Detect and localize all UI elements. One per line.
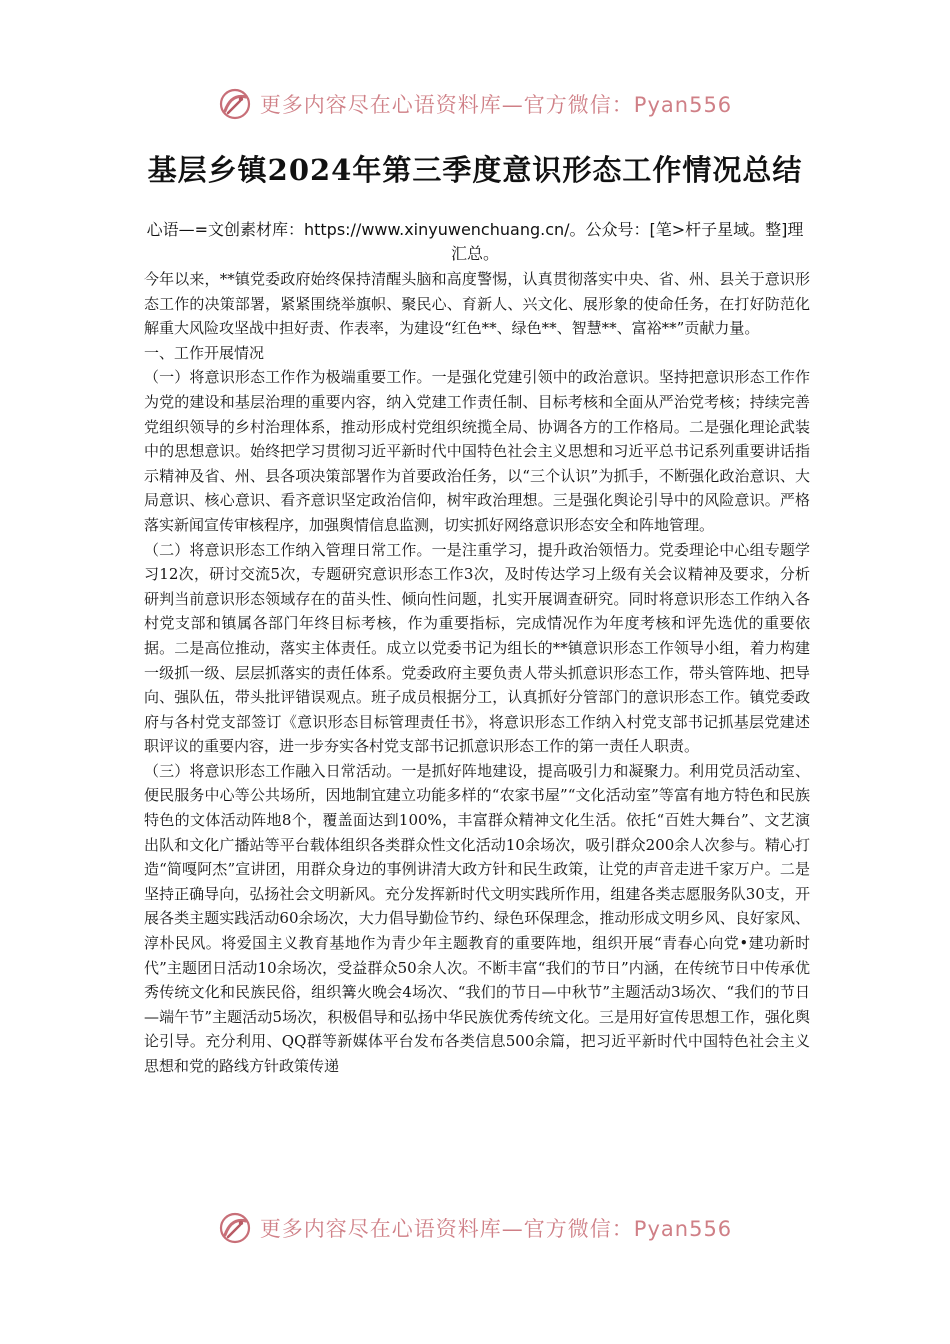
brand-logo-icon [218, 1211, 252, 1245]
document-body [144, 267, 810, 1079]
section-heading: 一、工作开展情况 [144, 343, 265, 362]
footer-watermark-text: 更多内容尽在心语资料库—官方微信：Pyan556 [259, 1217, 733, 1241]
source-note: 心语—=文创素材库：https://www.xinyuwenchuang.cn/。公众号：[笔>杆子星域。整]理汇总。 [146, 220, 804, 263]
body-paragraph: （二）将意识形态工作纳入管理日常工作。一是注重学习，提升政治领悟力。党委理论中心组专题学习12次，研讨交流5次，专题研究意识形态工作3次，及时传达学习上级有关会议精神及要求，分析研判当前意识形态领域存在的苗头性、倾向性问题，扎实开展调查研究。同时将意识形态工作纳入各村党支部和镇属各部门年终目标考核，作为重要指标，完成情况作为年度考核和评先选优的重要依据。二是高位推动，落实主体责任。成立以党委书记为组长的**镇意识形态工作领导小组，着力构建一级抓一级、层层抓落实的责任体系。党委政府主要负责人带头抓意识形态工作，带头管阵地、把导向、强队伍，带头批评错误观点。班子成员根据分工，认真抓好分管部门的意识形态工作。镇党委政府与各村党支部签订《意识形态目标管理责任书》，将意识形态工作纳入村党支部书记抓基层党建述职评议的重要内容，进一步夯实各村党支部书记抓意识形态工作的第一责任人职责。 [144, 540, 810, 756]
header-watermark-banner [0, 82, 950, 126]
footer-watermark-banner [0, 1206, 950, 1250]
intro-paragraph: 今年以来，**镇党委政府始终保持清醒头脑和高度警惕，认真贯彻落实中央、省、州、县关于意识形态工作的决策部署，紧紧围绕举旗帜、聚民心、育新人、兴文化、展形象的使命任务，在打好防范化解重大风险攻坚战中担好责、作表率，为建设“红色**、绿色**、智慧**、富裕**”贡献力量。 [144, 270, 810, 338]
body-paragraph: （三）将意识形态工作融入日常活动。一是抓好阵地建设，提高吸引力和凝聚力。利用党员活动室、便民服务中心等公共场所，因地制宜建立功能多样的“农家书屋”“文化活动室”等富有地方特色和民族特色的文体活动阵地8个，覆盖面达到100%，丰富群众精神文化生活。依托“百姓大舞台”、文艺演出队和文化广播站等平台载体组织各类群众性文化活动10余场次，吸引群众200余人次参与。精心打造“简嘎阿杰”宣讲团，用群众身边的事例讲清大政方针和民生政策，让党的声音走进千家万户。二是坚持正确导向，弘扬社会文明新风。充分发挥新时代文明实践所作用，组建各类志愿服务队30支，开展各类主题实践活动60余场次，大力倡导勤俭节约、绿色环保理念，推动形成文明乡风、良好家风、淳朴民风。将爱国主义教育基地作为青少年主题教育的重要阵地，组织开展“青春心向党•建功新时代”主题团日活动10余场次，受益群众50余人次。不断丰富“我们的节日”内涵，在传统节日中传承优秀传统文化和民族民俗，组织篝火晚会4场次、“我们的节日—中秋节”主题活动3场次、“我们的节日—端午节”主题活动5场次，积极倡导和弘扬中华民族优秀传统文化。三是用好宣传思想工作，强化舆论引导。充分利用、QQ群等新媒体平台发布各类信息500余篇，把习近平新时代中国特色社会主义思想和党的路线方针政策传递 [144, 761, 810, 1075]
document-title: 基层乡镇2024年第三季度意识形态工作情况总结 [147, 153, 803, 187]
body-paragraph: （一）将意识形态工作作为极端重要工作。一是强化党建引领中的政治意识。坚持把意识形态工作作为党的建设和基层治理的重要内容，纳入党建工作责任制、目标考核和全面从严治党考核；持续完善党组织领导的乡村治理体系，推动形成村党组织统揽全局、协调各方的工作格局。二是强化理论武装中的思想意识。始终把学习贯彻习近平新时代中国特色社会主义思想和习近平总书记系列重要讲话指示精神及省、州、县各项决策部署作为首要政治任务，以“三个认识”为抓手，不断强化政治意识、大局意识、核心意识、看齐意识坚定政治信仰，树牢政治理想。三是强化舆论引导中的风险意识。严格落实新闻宣传审核程序，加强舆情信息监测，切实抓好网络意识形态安全和阵地管理。 [144, 368, 810, 534]
header-watermark-text: 更多内容尽在心语资料库—官方微信：Pyan556 [259, 93, 733, 117]
brand-logo-icon [218, 87, 252, 121]
